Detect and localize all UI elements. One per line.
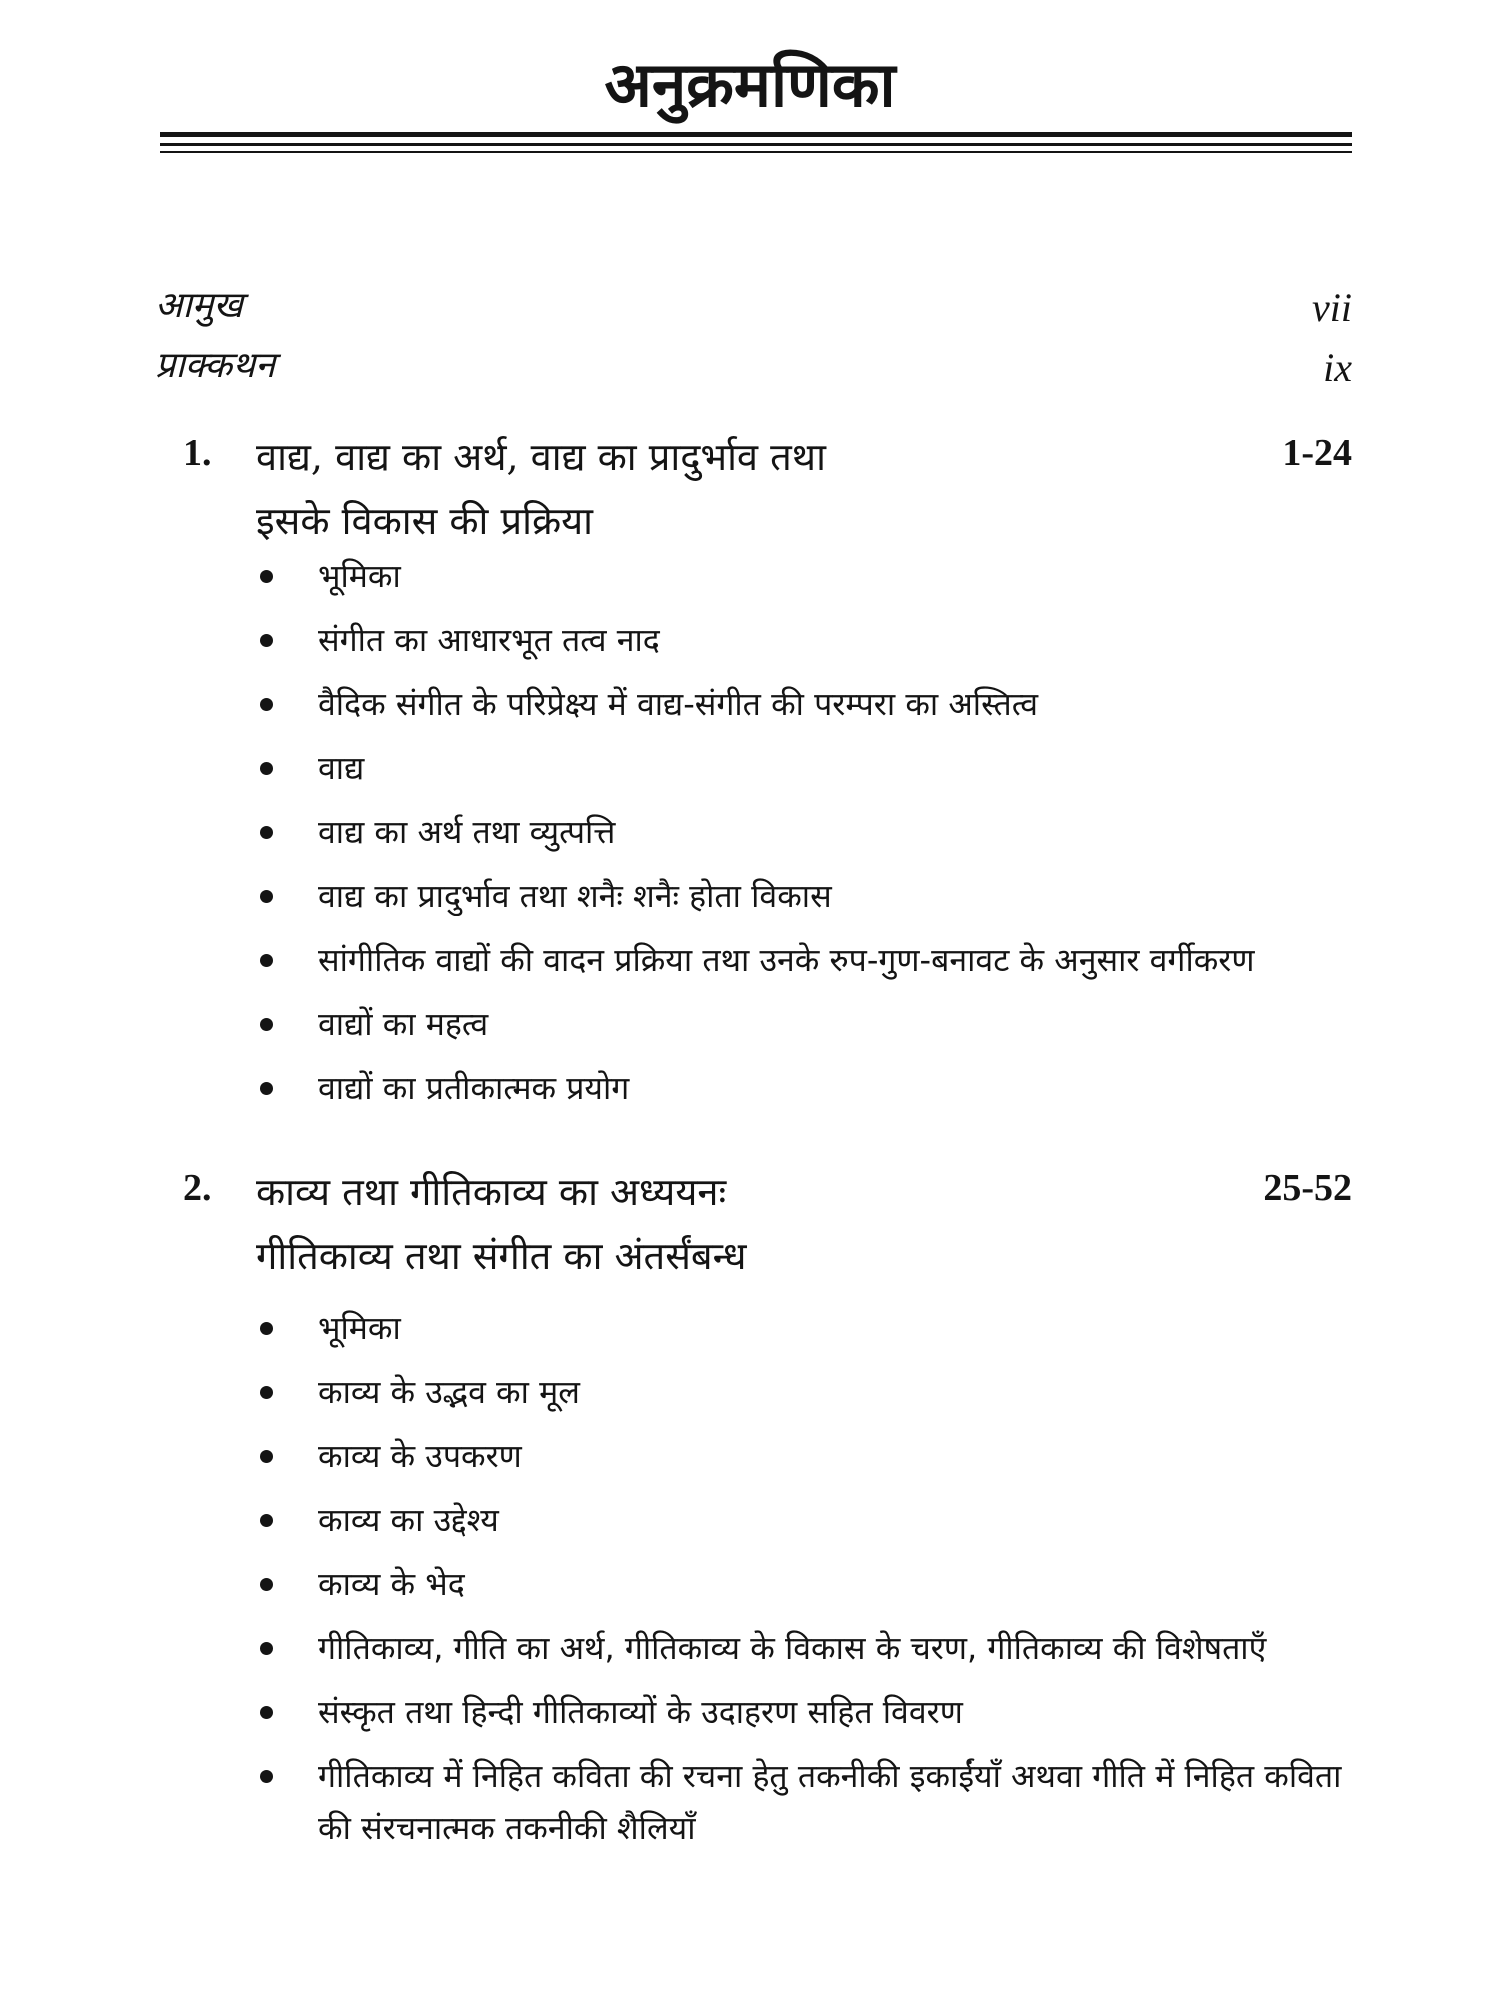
topic-item	[0, 1308, 1500, 1372]
topic-text: सांगीतिक वाद्यों की वादन प्रक्रिया तथा उनके रुप-गुण-बनावट के अनुसार वर्गीकरण	[318, 941, 1255, 979]
page-title: अनुक्रमणिका	[604, 48, 896, 121]
bullet-icon	[260, 890, 273, 903]
bullet-icon	[260, 1770, 273, 1783]
bullet-icon	[260, 1578, 273, 1591]
chapter-number: 2.	[183, 1167, 212, 1209]
topic-item	[0, 940, 1500, 1004]
topic-item	[0, 812, 1500, 876]
bullet-icon	[260, 1018, 273, 1031]
chapter-title-line: वाद्य, वाद्य का अर्थ, वाद्य का प्रादुर्भाव तथा	[256, 435, 826, 479]
chapter-topic-list	[0, 1308, 1500, 1860]
title-rule-bottom	[160, 151, 1352, 153]
bullet-icon	[260, 1082, 273, 1095]
topic-text: भूमिका	[318, 557, 401, 595]
topic-text: वाद्यों का प्रतीकात्मक प्रयोग	[318, 1069, 630, 1107]
front-matter-page: vii	[1312, 285, 1352, 330]
chapter-number: 1.	[183, 432, 212, 474]
bullet-icon	[260, 634, 273, 647]
bullet-icon	[260, 1386, 273, 1399]
front-matter-label: आमुख	[155, 285, 243, 326]
topic-item	[0, 1756, 1500, 1860]
front-matter-page: ix	[1323, 345, 1352, 390]
topic-item	[0, 1692, 1500, 1756]
chapter-title-line: काव्य तथा गीतिकाव्य का अध्ययनः	[256, 1170, 727, 1214]
topic-text: काव्य के उपकरण	[318, 1437, 522, 1475]
chapter-title	[256, 425, 1016, 553]
topic-item	[0, 1500, 1500, 1564]
topic-item	[0, 1068, 1500, 1132]
bullet-icon	[260, 570, 273, 583]
topic-text: भूमिका	[318, 1309, 401, 1347]
topic-item	[0, 620, 1500, 684]
topic-item	[0, 1004, 1500, 1068]
bullet-icon	[260, 1642, 273, 1655]
topic-text: वाद्य का अर्थ तथा व्युत्पत्ति	[318, 813, 616, 851]
title-rule-top	[160, 132, 1352, 137]
topic-text: काव्य का उद्देश्य	[318, 1501, 499, 1539]
topic-text: वाद्य का प्रादुर्भाव तथा शनैः शनैः होता विकास	[318, 877, 832, 915]
topic-item	[0, 1436, 1500, 1500]
topic-text: वैदिक संगीत के परिप्रेक्ष्य में वाद्य-संगीत की परम्परा का अस्तित्व	[318, 685, 1039, 723]
front-matter-label: प्राक्कथन	[155, 345, 276, 386]
topic-text: संस्कृत तथा हिन्दी गीतिकाव्यों के उदाहरण सहित विवरण	[318, 1693, 963, 1731]
bullet-icon	[260, 826, 273, 839]
topic-item	[0, 556, 1500, 620]
bullet-icon	[260, 1706, 273, 1719]
topic-text: संगीत का आधारभूत तत्व नाद	[318, 621, 660, 659]
bullet-icon	[260, 698, 273, 711]
topic-text: गीतिकाव्य, गीति का अर्थ, गीतिकाव्य के विकास के चरण, गीतिकाव्य की विशेषताएँ	[318, 1629, 1267, 1667]
topic-item	[0, 1372, 1500, 1436]
topic-text: वाद्यों का महत्व	[318, 1005, 489, 1043]
bullet-icon	[260, 762, 273, 775]
topic-text: काव्य के भेद	[318, 1565, 465, 1603]
chapter-page-range: 25-52	[1263, 1167, 1352, 1209]
chapter-topic-list	[0, 556, 1500, 1132]
bullet-icon	[260, 954, 273, 967]
topic-item	[0, 876, 1500, 940]
bullet-icon	[260, 1514, 273, 1527]
chapter-title	[256, 1160, 1016, 1288]
chapter-title-line: गीतिकाव्य तथा संगीत का अंतर्संबन्ध	[256, 1234, 747, 1278]
topic-item	[0, 1564, 1500, 1628]
topic-item	[0, 684, 1500, 748]
topic-text: काव्य के उद्भव का मूल	[318, 1373, 580, 1411]
title-rule-middle	[160, 143, 1352, 146]
bullet-icon	[260, 1450, 273, 1463]
bullet-icon	[260, 1322, 273, 1335]
chapter-page-range: 1-24	[1282, 432, 1352, 474]
topic-item	[0, 1628, 1500, 1692]
chapter-title-line: इसके विकास की प्रक्रिया	[256, 499, 594, 543]
topic-text: गीतिकाव्य में निहित कविता की रचना हेतु तकनीकी इकाईंयाँ अथवा गीति में निहित कविता की संरचनात्मक तकनीकी शैलियाँ	[318, 1757, 1342, 1847]
topic-item	[0, 748, 1500, 812]
topic-text: वाद्य	[318, 749, 365, 787]
